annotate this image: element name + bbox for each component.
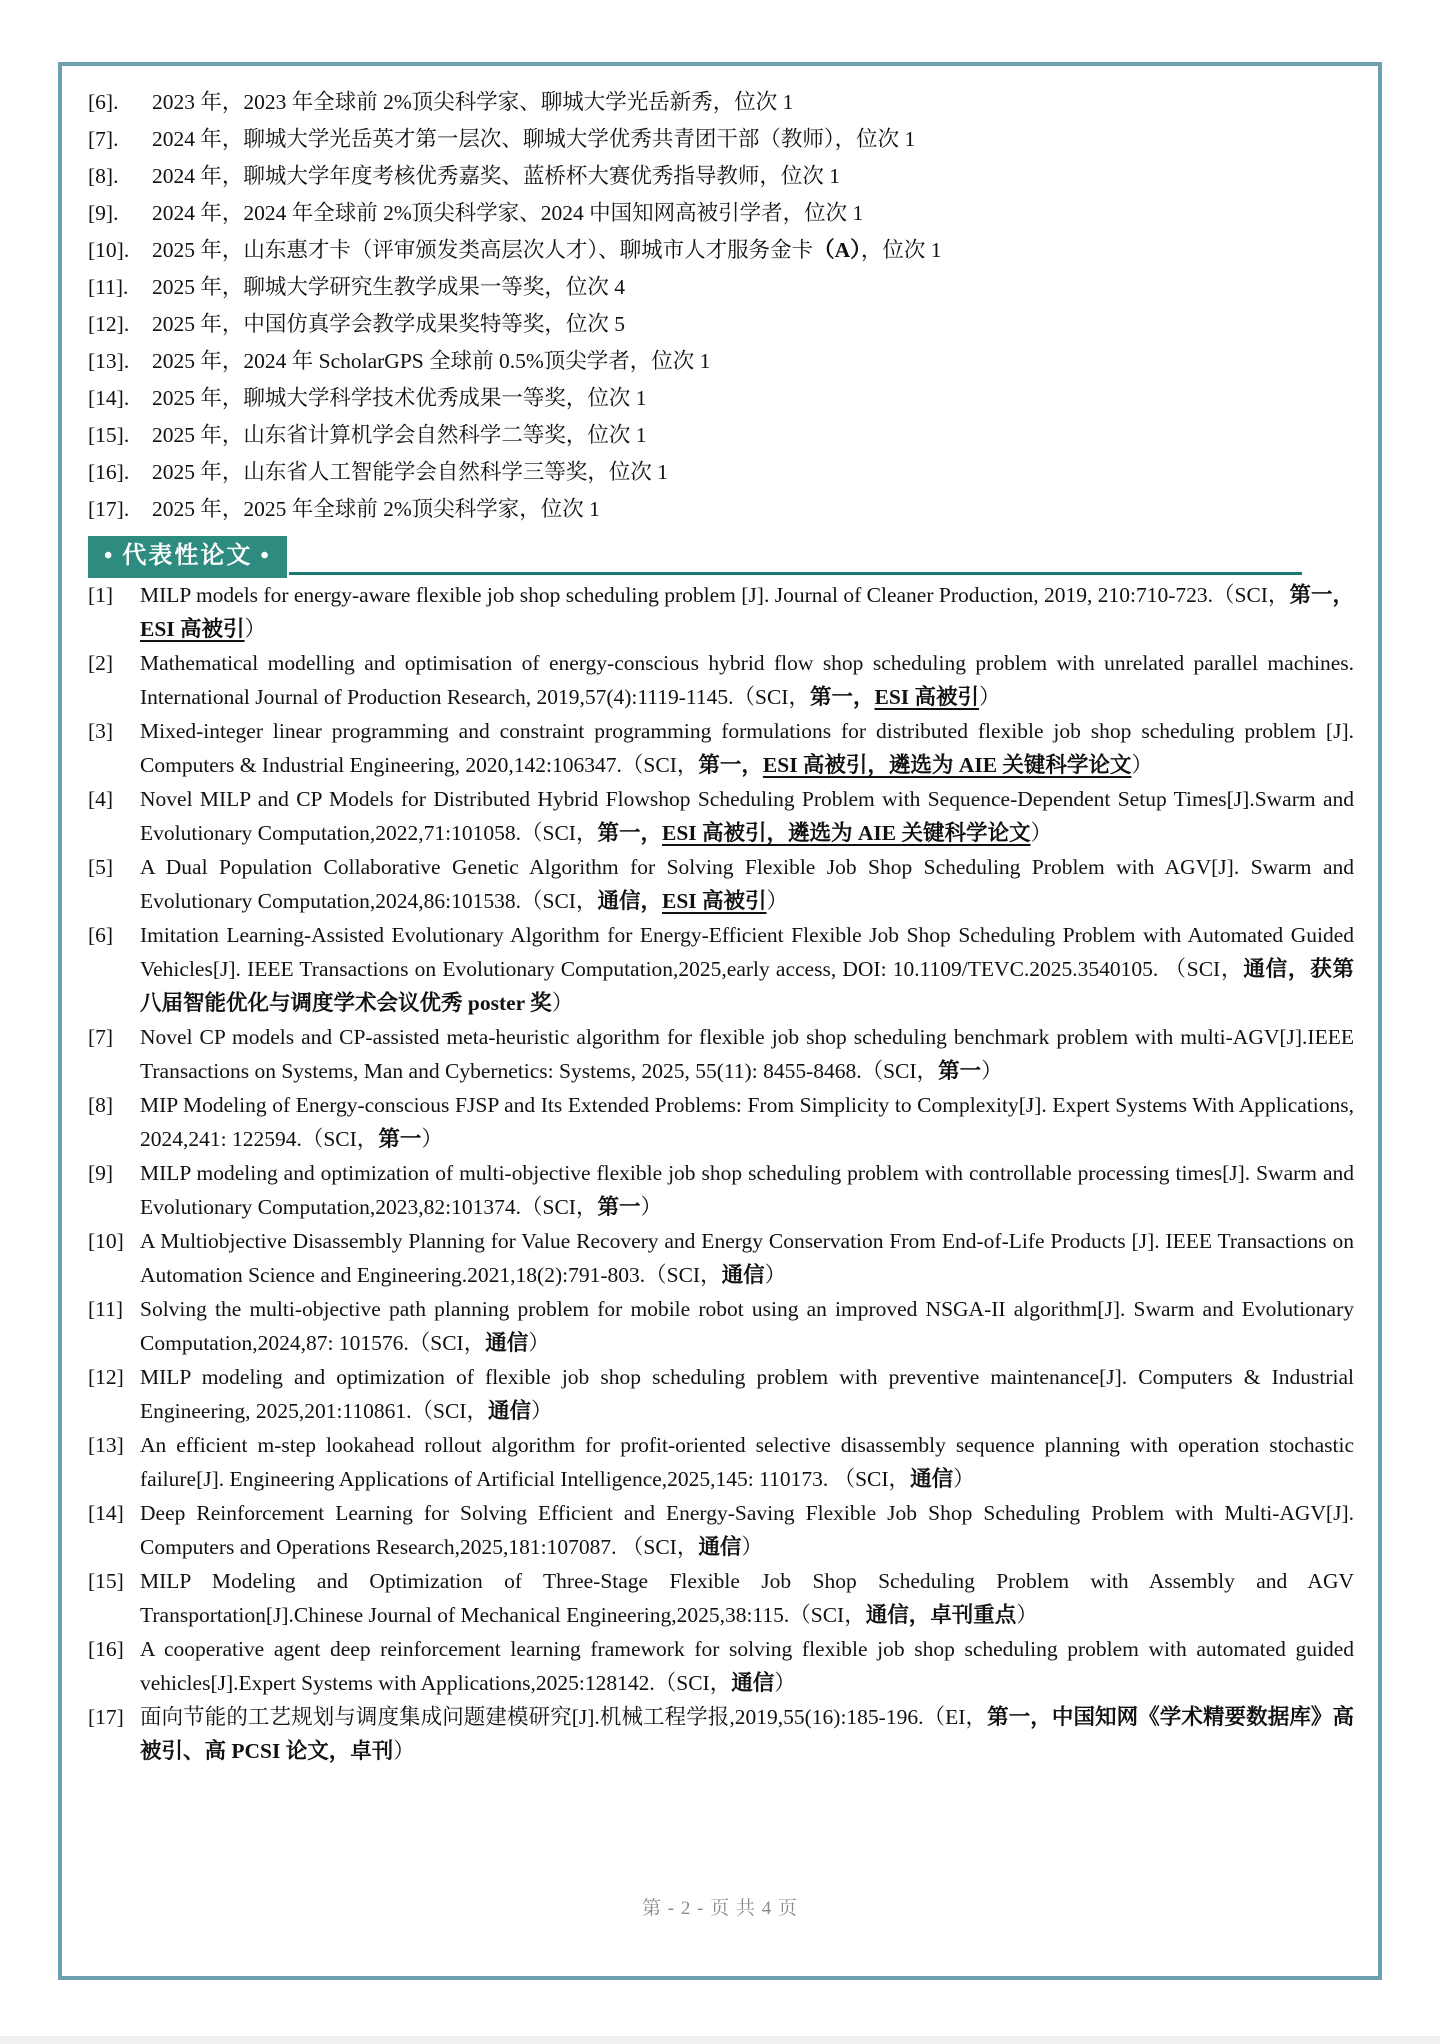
publication-item-segment: MILP models for energy-aware flexible job shop scheduling problem [J]. Journal of Cleaner Production, 2019, 210:710-723.（SCI， xyxy=(140,583,1290,607)
publication-item-segment: Novel MILP and CP Models for Distributed Hybrid Flowshop Scheduling Problem with Sequence-Dependent Setup Times[J].Swarm and Evolutionary Computation,2022,71:101058.（SCI， xyxy=(140,787,1354,845)
award-item-text xyxy=(152,312,625,336)
publication-item-text xyxy=(140,719,1354,777)
publication-item-segment: A Multiobjective Disassembly Planning for Value Recovery and Energy Conservation From End-of-Life Products [J]. IEEE Transactions on Automation Science and Engineering.2021,18(2):791-803.（SCI， xyxy=(140,1229,1354,1287)
publication-item xyxy=(88,918,1354,1020)
award-item-id: [14]. xyxy=(88,386,130,410)
publication-item-text xyxy=(140,1433,1354,1491)
publication-item-id: [11] xyxy=(88,1297,124,1321)
publication-item-segment: ） xyxy=(953,1467,975,1491)
publication-item-segment: 第一， xyxy=(1289,583,1354,607)
award-item-id: [11]. xyxy=(88,275,129,299)
publication-item-text xyxy=(140,1161,1354,1219)
publication-item-segment: 通信 xyxy=(731,1671,775,1695)
publication-item-segment: 通信 xyxy=(487,1399,531,1423)
section-title-text: • 代表性论文 • xyxy=(104,543,271,569)
publication-item-text xyxy=(140,1229,1354,1287)
award-item-segment: 2025 年，中国仿真学会教学成果奖特等奖，位次 5 xyxy=(152,312,626,336)
publication-item-segment: 通信 xyxy=(485,1331,529,1355)
publication-item-segment: ESI 高被引，遴选为 AIE 关键科学论文 xyxy=(661,821,1031,845)
publication-item xyxy=(88,1224,1354,1292)
publication-item-id: [15] xyxy=(88,1569,124,1593)
award-item xyxy=(88,343,1354,380)
publication-item-segment: Mathematical modelling and optimisation of energy-conscious hybrid flow shop scheduling problem with unrelated parallel machines. International Journal of Production Research, 2019,57(4):1119-1145.（SCI， xyxy=(140,651,1354,709)
award-item-text xyxy=(152,349,710,373)
award-item-id: [13]. xyxy=(88,349,130,373)
publication-item-id: [16] xyxy=(88,1637,124,1661)
publication-item-segment: 通信，获第八届智能优化与调度学术会议优秀 poster 奖 xyxy=(140,957,1354,1015)
section-title-badge xyxy=(88,536,287,578)
award-item-text xyxy=(152,238,942,262)
publication-item-segment: MILP Modeling and Optimization of Three-Stage Flexible Job Shop Scheduling Problem with Assembly and AGV Transportation[J].Chinese Journal of Mechanical Engineering,2025,38:115.（SCI， xyxy=(140,1569,1354,1627)
publication-item-text xyxy=(140,1025,1354,1083)
award-item-segment: 2025 年，山东省人工智能学会自然科学三等奖，位次 1 xyxy=(152,460,669,484)
publication-item-segment: Imitation Learning-Assisted Evolutionary Algorithm for Energy-Efficient Flexible Job Shop Scheduling Problem with Automated Guided Vehicles[J]. IEEE Transactions on Evolutionary Computation,2025,early access, DOI: 10.1109/TEVC.2025.3540105. （SCI， xyxy=(140,923,1354,981)
publication-item-segment: An efficient m-step lookahead rollout algorithm for profit-oriented selective disassembly sequence planning with operation stochastic failure[J]. Engineering Applications of Artificial Intelligence,2025,145: 110173. （SCI， xyxy=(140,1433,1354,1491)
award-item xyxy=(88,454,1354,491)
award-item-id: [10]. xyxy=(88,238,130,262)
publication-item xyxy=(88,1292,1354,1360)
publication-item xyxy=(88,1564,1354,1632)
publication-item-id: [9] xyxy=(88,1161,114,1185)
publication-item-id: [1] xyxy=(88,583,114,607)
award-item-segment: 2025 年，聊城大学研究生教学成果一等奖，位次 4 xyxy=(152,275,626,299)
award-item-text xyxy=(152,497,600,521)
award-item xyxy=(88,491,1354,528)
award-item-segment: 2025 年，2025 年全球前 2%顶尖科学家，位次 1 xyxy=(152,497,600,521)
publication-item-segment: Solving the multi-objective path planning problem for mobile robot using an improved NSGA-II algorithm[J]. Swarm and Evolutionary Computation,2024,87: 101576.（SCI， xyxy=(140,1297,1354,1355)
page-edge xyxy=(0,2036,1440,2044)
publication-item-segment: ） xyxy=(981,1059,1003,1083)
award-item-segment: 2023 年，2023 年全球前 2%顶尖科学家、聊城大学光岳新秀，位次 1 xyxy=(152,90,794,114)
publication-item-segment: A Dual Population Collaborative Genetic Algorithm for Solving Flexible Job Shop Scheduling Problem with AGV[J]. Swarm and Evolutionary Computation,2024,86:101538.（SCI， xyxy=(140,855,1354,913)
section-underline xyxy=(289,572,1302,575)
award-item-text xyxy=(152,460,668,484)
publication-item xyxy=(88,1700,1354,1768)
award-item xyxy=(88,380,1354,417)
publication-item-segment: 第一 xyxy=(597,1195,641,1219)
page-number: 第 - 2 - 页 共 4 页 xyxy=(642,1898,798,1919)
publication-item-text xyxy=(140,787,1354,845)
publication-item-segment: 第一 xyxy=(378,1127,422,1151)
publication-item-segment: 第一 xyxy=(938,1059,982,1083)
award-item-text xyxy=(152,127,915,151)
award-item-id: [6]. xyxy=(88,90,119,114)
award-item xyxy=(88,121,1354,158)
section-header-papers xyxy=(88,534,1354,578)
publication-item xyxy=(88,1632,1354,1700)
publication-item-segment: ） xyxy=(1131,753,1153,777)
award-item-text xyxy=(152,164,840,188)
publication-item-segment: ） xyxy=(764,1263,787,1287)
award-item xyxy=(88,417,1354,454)
publication-item-id: [5] xyxy=(88,855,114,879)
publication-item-segment: 第一， xyxy=(809,685,875,709)
publication-item-segment: 第一， xyxy=(597,821,662,845)
award-item-text xyxy=(152,386,647,410)
award-item-id: [16]. xyxy=(88,460,130,484)
award-item-segment: 2025 年，2024 年 ScholarGPS 全球前 0.5%顶尖学者，位次 1 xyxy=(152,349,711,373)
award-item-segment: 2025 年，山东惠才卡（评审颁发类高层次人才）、聊城市人才服务金卡 xyxy=(152,238,814,262)
publication-item xyxy=(88,1496,1354,1564)
award-item xyxy=(88,269,1354,306)
publication-item-segment: ESI 高被引 xyxy=(661,889,767,913)
publication-item-text xyxy=(140,1569,1354,1627)
publication-item-segment: ） xyxy=(551,991,574,1015)
award-item xyxy=(88,306,1354,343)
publication-item xyxy=(88,1088,1354,1156)
award-item xyxy=(88,195,1354,232)
publication-item-text xyxy=(140,1297,1354,1355)
publication-item-segment: Novel CP models and CP-assisted meta-heuristic algorithm for flexible job shop scheduling benchmark problem with multi-AGV[J].IEEE Transactions on Systems, Man and Cybernetics: Systems, 2025, 55(11): 8455-8468.（SCI， xyxy=(140,1025,1354,1083)
award-item-id: [17]. xyxy=(88,497,130,521)
publication-item-id: [6] xyxy=(88,923,114,947)
publication-item xyxy=(88,1020,1354,1088)
publication-item xyxy=(88,1360,1354,1428)
publication-item-segment: ） xyxy=(421,1127,443,1151)
publication-item-segment: ） xyxy=(1030,821,1053,845)
publication-item-segment: 通信 xyxy=(721,1263,765,1287)
publication-item-text xyxy=(140,583,1354,641)
publication-item-id: [13] xyxy=(88,1433,124,1457)
publication-item-id: [14] xyxy=(88,1501,124,1525)
awards-list xyxy=(88,84,1354,528)
publication-item-segment: ） xyxy=(528,1331,550,1355)
award-item-text xyxy=(152,90,793,114)
publication-item-segment: ） xyxy=(766,889,789,913)
publication-item-segment: 第一， xyxy=(698,753,763,777)
award-item-segment: 2024 年，聊城大学光岳英才第一层次、聊城大学优秀共青团干部（教师），位次 1 xyxy=(152,127,916,151)
award-item-segment: （A） xyxy=(813,238,861,262)
publication-item-id: [17] xyxy=(88,1705,124,1729)
publication-item-segment: ） xyxy=(244,617,267,641)
award-item-text xyxy=(152,201,863,225)
publication-item-segment: 面向节能的工艺规划与调度集成问题建模研究[J].机械工程学报,2019,55(16):185-196.（EI， xyxy=(140,1705,988,1729)
publication-item-text xyxy=(140,855,1354,913)
award-item-id: [9]. xyxy=(88,201,119,225)
publication-item xyxy=(88,850,1354,918)
award-item-id: [8]. xyxy=(88,164,119,188)
publication-item-segment: ） xyxy=(774,1671,796,1695)
publication-item-segment: ） xyxy=(530,1399,553,1423)
publication-item-id: [12] xyxy=(88,1365,124,1389)
award-item-id: [7]. xyxy=(88,127,119,151)
publication-item-segment: 通信 xyxy=(910,1467,954,1491)
publication-item-id: [10] xyxy=(88,1229,124,1253)
award-item-segment: 2025 年，山东省计算机学会自然科学二等奖，位次 1 xyxy=(152,423,647,447)
publication-item-segment: ） xyxy=(741,1535,763,1559)
publication-item-segment: MILP modeling and optimization of flexible job shop scheduling problem with preventive maintenance[J]. Computers & Industrial Engineering, 2025,201:110861.（SCI， xyxy=(140,1365,1354,1423)
publication-item-segment: ESI 高被引 xyxy=(874,685,980,709)
publication-item-id: [4] xyxy=(88,787,114,811)
publication-item xyxy=(88,578,1354,646)
award-item xyxy=(88,232,1354,269)
publication-item xyxy=(88,646,1354,714)
publication-item xyxy=(88,1428,1354,1496)
award-item xyxy=(88,84,1354,121)
publication-item-text xyxy=(140,923,1354,1015)
publication-item-segment: MILP modeling and optimization of multi-objective flexible job shop scheduling problem with controllable processing times[J]. Swarm and Evolutionary Computation,2023,82:101374.（SCI， xyxy=(140,1161,1354,1219)
publication-item-text xyxy=(140,1637,1354,1695)
publication-item-segment: 通信， xyxy=(597,889,662,913)
publication-item-segment: 第一，中国知网《学术精要数据库》高被引、高 PCSI 论文，卓刊 xyxy=(140,1705,1354,1763)
publication-item-text xyxy=(140,651,1354,709)
award-item-text xyxy=(152,423,647,447)
publication-item-segment: Mixed-integer linear programming and constraint programming formulations for distributed flexible job shop scheduling problem [J]. Computers & Industrial Engineering, 2020,142:106347.（SCI， xyxy=(140,719,1354,777)
publication-item-segment: ） xyxy=(393,1739,415,1763)
publication-item-id: [7] xyxy=(88,1025,114,1049)
award-item-segment: 2025 年，聊城大学科学技术优秀成果一等奖，位次 1 xyxy=(152,386,647,410)
publication-item-text xyxy=(140,1705,1354,1763)
publication-item xyxy=(88,714,1354,782)
publication-item-id: [3] xyxy=(88,719,114,743)
award-item-id: [15]. xyxy=(88,423,130,447)
publication-item-id: [8] xyxy=(88,1093,114,1117)
award-item-segment: 2024 年，聊城大学年度考核优秀嘉奖、蓝桥杯大赛优秀指导教师，位次 1 xyxy=(152,164,841,188)
publication-item-segment: ） xyxy=(640,1195,662,1219)
publication-item-text xyxy=(140,1501,1354,1559)
publication-item-segment: ） xyxy=(1016,1603,1038,1627)
award-item-segment: 2024 年，2024 年全球前 2%顶尖科学家、2024 中国知网高被引学者，位次 1 xyxy=(152,201,864,225)
award-item-id: [12]. xyxy=(88,312,130,336)
publication-item-segment: 通信，卓刊重点 xyxy=(865,1603,1017,1627)
award-item-text xyxy=(152,275,625,299)
publication-item-segment: ） xyxy=(979,685,1001,709)
publication-item xyxy=(88,1156,1354,1224)
publication-item xyxy=(88,782,1354,850)
document-frame xyxy=(58,62,1382,1980)
award-item-segment: ，位次 1 xyxy=(860,238,942,262)
publications-list xyxy=(88,578,1354,1768)
award-item xyxy=(88,158,1354,195)
publication-item-text xyxy=(140,1365,1354,1423)
publication-item-id: [2] xyxy=(88,651,114,675)
publication-item-segment: MIP Modeling of Energy-conscious FJSP and Its Extended Problems: From Simplicity to Complexity[J]. Expert Systems With Applications, 2024,241: 122594.（SCI， xyxy=(140,1093,1354,1151)
publication-item-segment: A cooperative agent deep reinforcement learning framework for solving flexible job shop scheduling problem with automated guided vehicles[J].Expert Systems with Applications,2025:128142.（SCI， xyxy=(140,1637,1354,1695)
publication-item-segment: Deep Reinforcement Learning for Solving Efficient and Energy-Saving Flexible Job Shop Scheduling Problem with Multi-AGV[J]. Computers and Operations Research,2025,181:107087. （SCI， xyxy=(140,1501,1354,1559)
publication-item-segment: ESI 高被引 xyxy=(140,617,245,641)
publication-item-segment: 通信 xyxy=(698,1535,742,1559)
publication-item-segment: ESI 高被引，遴选为 AIE 关键科学论文 xyxy=(762,753,1132,777)
publication-item-text xyxy=(140,1093,1354,1151)
